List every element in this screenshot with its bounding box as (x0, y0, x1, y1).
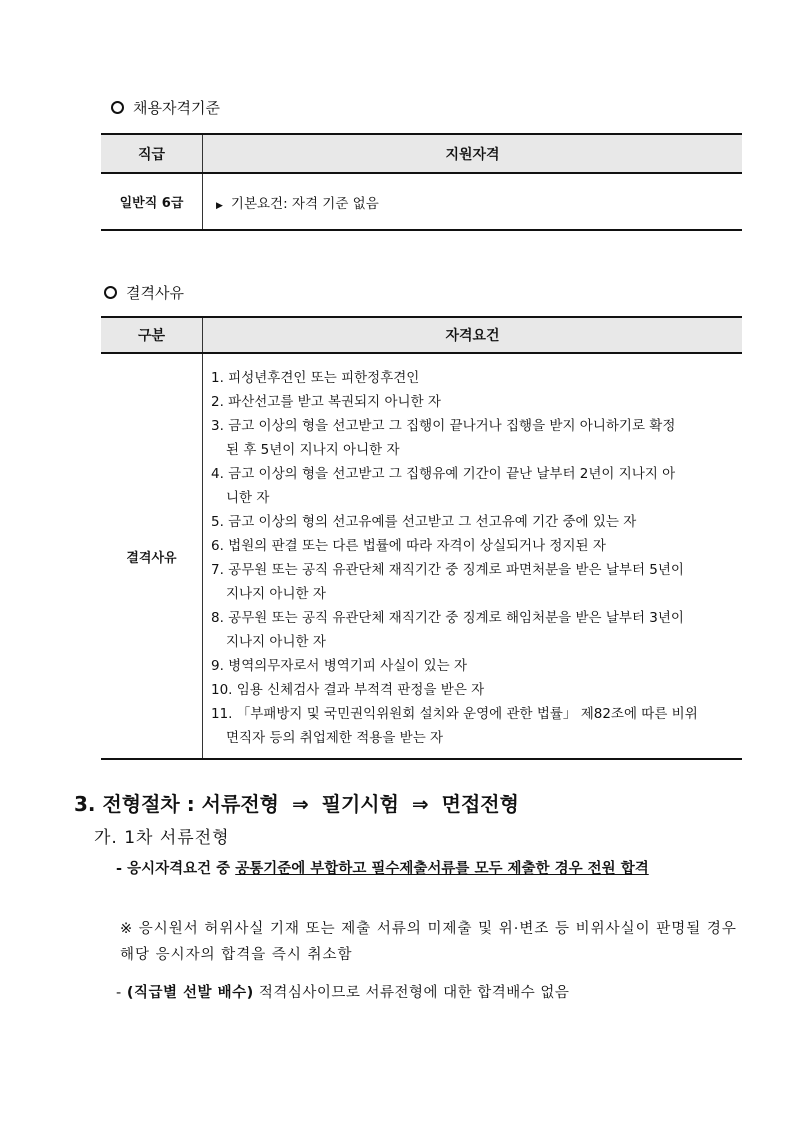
list-item (211, 510, 734, 534)
list-item-text: 11. 「부패방지 및 국민권익위원회 설치와 운영에 관한 법률」 제82조에 따른 비위 (211, 706, 698, 722)
list-item-text: 10. 임용 신체검사 결과 부적격 판정을 받은 자 (211, 682, 485, 698)
list-item (211, 390, 734, 414)
list-item-text: 2. 파산선고를 받고 복권되지 아니한 자 (211, 394, 441, 410)
list-item (211, 702, 734, 750)
category-cell: 결격사유 (101, 353, 203, 759)
disqualification-table-header (101, 317, 742, 353)
list-item-text: 7. 공무원 또는 공직 유관단체 재직기간 중 징계로 파면처분을 받은 날부터 5년이 (211, 562, 684, 578)
qualification-table-header (101, 134, 742, 173)
qualification-heading (111, 97, 220, 118)
list-item-text: 4. 금고 이상의 형을 선고받고 그 집행유예 기간이 끝난 날부터 2년이 지나지 아 (211, 466, 676, 482)
pass-criteria-bullet (116, 857, 736, 881)
arrow-icon: ⇒ (411, 792, 429, 816)
list-item-text: 1. 피성년후견인 또는 피한정후견인 (211, 370, 420, 386)
section3-step3: 면접전형 (441, 792, 519, 816)
list-item-text: 6. 법원의 판결 또는 다른 법률에 따라 자격이 상실되거나 정지된 자 (211, 538, 606, 554)
disqualification-heading (104, 282, 184, 303)
section3-step2: 필기시험 (321, 792, 399, 816)
list-item-text: 3. 금고 이상의 형을 선고받고 그 집행이 끝나거나 집행을 받지 아니하기로 확정 (211, 418, 676, 434)
list-item (211, 366, 734, 390)
qualification-table (101, 133, 742, 231)
pass-criteria-underlined: 공통기준에 부합하고 필수제출서류를 모두 제출한 경우 전원 합격 (235, 861, 649, 877)
selection-ratio-bullet (116, 981, 569, 1002)
cancellation-note: ※ 응시원서 허위사실 기재 또는 제출 서류의 미제출 및 위·변조 등 비위사실이 판명될 경우 해당 응시자의 합격을 즉시 취소함 (120, 921, 737, 963)
list-item-continuation: 지나지 아니한 자 (226, 634, 326, 650)
header-grade: 직급 (101, 134, 203, 173)
disqualification-heading-text: 결격사유 (126, 284, 184, 302)
qualification-heading-text: 채용자격기준 (133, 99, 220, 117)
circle-bullet-icon (104, 286, 117, 299)
grade-cell: 일반직 6급 (101, 173, 203, 230)
list-item (211, 678, 734, 702)
list-item (211, 558, 734, 606)
list-item (211, 534, 734, 558)
selection-ratio-dash: - (116, 985, 122, 1001)
header-requirements: 자격요건 (203, 317, 743, 353)
header-qualification: 지원자격 (203, 134, 743, 173)
list-item-continuation: 면직자 등의 취업제한 적용을 받는 자 (226, 730, 444, 746)
table-row (101, 173, 742, 230)
list-item-text: 9. 병역의무자로서 병역기피 사실이 있는 자 (211, 658, 468, 674)
requirement-cell (203, 173, 743, 230)
requirement-text: 기본요건: 자격 기준 없음 (230, 195, 379, 212)
disqualification-list (211, 366, 734, 750)
section3-title (74, 788, 525, 817)
arrow-icon: ⇒ (291, 792, 309, 816)
disqualification-items-cell (203, 353, 743, 759)
list-item-text: 8. 공무원 또는 공직 유관단체 재직기간 중 징계로 해임처분을 받은 날부터 3년이 (211, 610, 684, 626)
circle-bullet-icon (111, 101, 124, 114)
header-category: 구분 (101, 317, 203, 353)
triangle-bullet-icon: ▶ (216, 200, 223, 211)
subsection-title: 가. 1차 서류전형 (94, 828, 230, 848)
pass-criteria-prefix: - 응시자격요건 중 (116, 861, 236, 877)
list-item-continuation: 된 후 5년이 지나지 아니한 자 (226, 442, 400, 458)
list-item (211, 654, 734, 678)
list-item (211, 414, 734, 462)
section3-title-prefix: 3. 전형절차 : 서류전형 (74, 792, 279, 816)
list-item (211, 606, 734, 654)
selection-ratio-bold: (직급별 선발 배수) (126, 985, 254, 1001)
list-item-continuation: 니한 자 (226, 490, 270, 506)
list-item (211, 462, 734, 510)
list-item-continuation: 지나지 아니한 자 (226, 586, 326, 602)
selection-ratio-text: 적격심사이므로 서류전형에 대한 합격배수 없음 (253, 985, 570, 1001)
table-row (101, 353, 742, 759)
disqualification-table (101, 316, 742, 760)
list-item-text: 5. 금고 이상의 형의 선고유예를 선고받고 그 선고유예 기간 중에 있는 자 (211, 514, 637, 530)
